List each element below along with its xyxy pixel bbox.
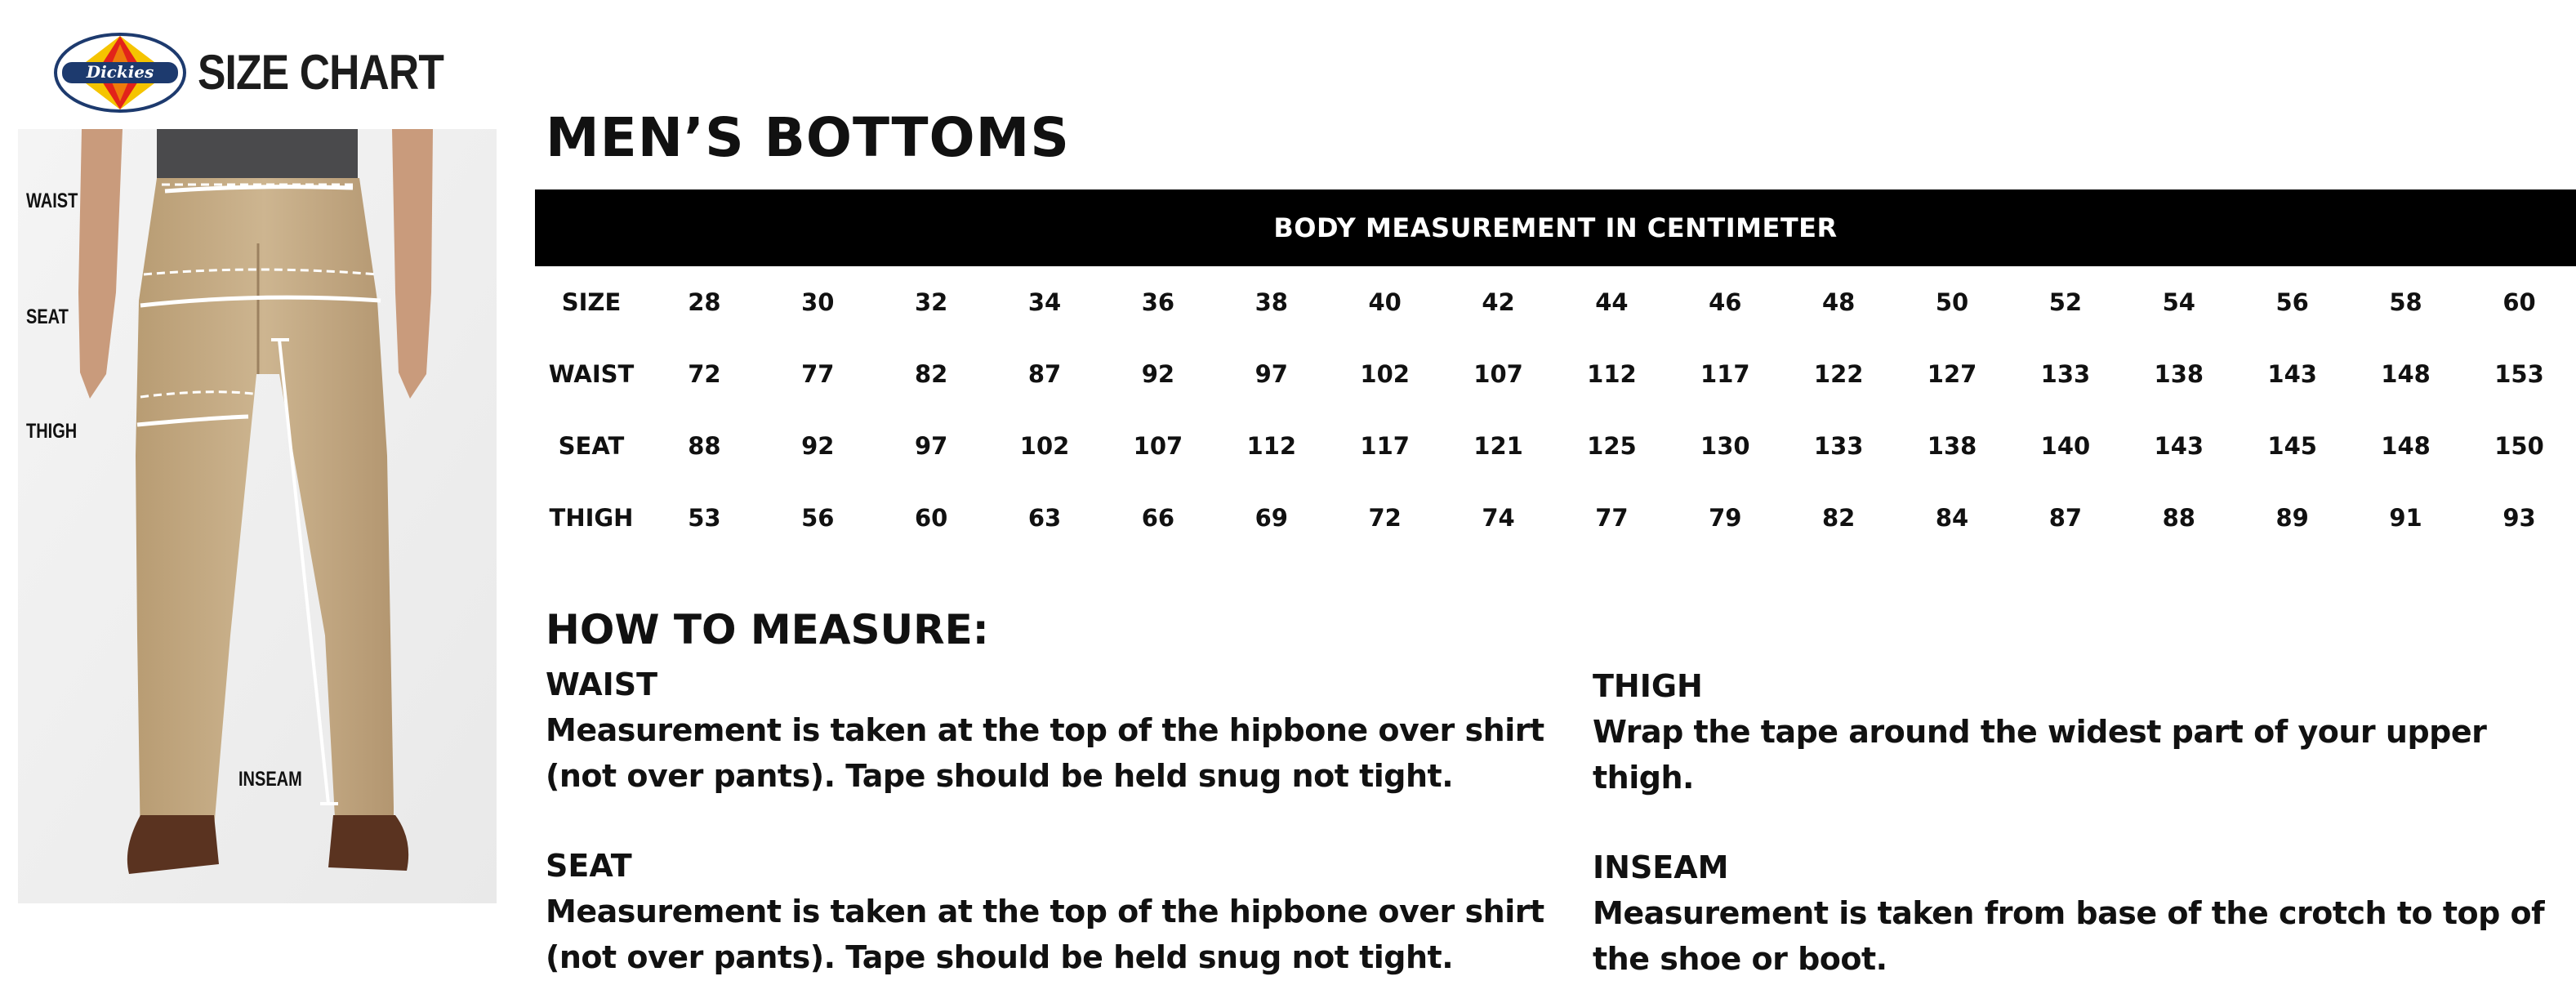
table-cell: 97 <box>1255 360 1288 388</box>
row-label: SEAT <box>558 432 625 460</box>
photo-label-thigh: THIGH <box>26 420 78 443</box>
table-cell: 46 <box>1709 288 1742 316</box>
table-cell: 44 <box>1595 288 1629 316</box>
table-cell: 63 <box>1027 504 1062 532</box>
table-cell: 30 <box>801 288 835 316</box>
table-cell: 143 <box>2267 360 2317 388</box>
table-cell: 28 <box>688 288 721 316</box>
table-cell: 82 <box>915 360 948 388</box>
table-cell: 60 <box>2502 288 2536 316</box>
table-row <box>535 482 2576 554</box>
table-cell: 74 <box>1482 504 1515 532</box>
table-cell: 92 <box>801 432 835 460</box>
measure-seat-text: Measurement is taken at the top of the hipbone over shirt (not over pants). Tape should be held snug not tight. <box>546 894 1544 975</box>
table-cell: 52 <box>2048 288 2083 316</box>
table-cell: 77 <box>1595 504 1629 532</box>
table-cell: 40 <box>1368 288 1402 316</box>
table-cell: 117 <box>1360 432 1410 460</box>
table-cell: 93 <box>2502 504 2536 532</box>
table-cell: 117 <box>1700 360 1750 388</box>
table-cell: 127 <box>1927 360 1977 388</box>
table-cell: 102 <box>1360 360 1410 388</box>
table-cell: 72 <box>688 360 721 388</box>
table-cell: 153 <box>2494 360 2544 388</box>
dickies-logo <box>54 33 186 113</box>
measure-thigh-heading: THIGH <box>1593 668 1703 704</box>
table-cell: 148 <box>2381 432 2431 460</box>
measure-waist-text: Measurement is taken at the top of the hipbone over shirt (not over pants). Tape should be held snug not tight. <box>546 712 1544 794</box>
table-cell: 91 <box>2389 504 2422 532</box>
table-cell: 140 <box>2040 432 2091 460</box>
table-cell: 143 <box>2154 432 2204 460</box>
table-cell: 112 <box>1587 360 1637 388</box>
table-row <box>535 266 2576 338</box>
row-label: THIGH <box>549 504 634 532</box>
measure-inseam-heading: INSEAM <box>1593 849 1729 885</box>
photo-label-waist: WAIST <box>26 189 78 212</box>
photo-label-seat: SEAT <box>26 305 69 328</box>
measure-waist-heading: WAIST <box>546 666 658 702</box>
table-cell: 54 <box>2162 288 2195 316</box>
table-row <box>535 410 2576 482</box>
table-cell: 150 <box>2494 432 2544 460</box>
table-cell: 84 <box>1935 504 1969 532</box>
table-cell: 36 <box>1141 288 1175 316</box>
table-cell: 60 <box>915 504 948 532</box>
measure-thigh <box>1593 663 2556 800</box>
table-cell: 122 <box>1813 360 1864 388</box>
table-cell: 130 <box>1700 432 1750 460</box>
table-cell: 32 <box>915 288 948 316</box>
table-cell: 121 <box>1473 432 1523 460</box>
table-cell: 58 <box>2389 288 2422 316</box>
row-label: WAIST <box>548 360 635 388</box>
svg-text:Dickies: Dickies <box>86 62 154 82</box>
table-cell: 48 <box>1822 288 1856 316</box>
table-cell: 112 <box>1246 432 1297 460</box>
how-to-measure-title: HOW TO MEASURE: <box>546 606 989 653</box>
table-cell: 34 <box>1027 288 1062 316</box>
table-cell: 138 <box>1927 432 1977 460</box>
table-cell: 66 <box>1141 504 1175 532</box>
table-cell: 133 <box>1813 432 1864 460</box>
table-cell: 42 <box>1482 288 1515 316</box>
table-cell: 88 <box>688 432 721 460</box>
measure-inseam-text: Measurement is taken from base of the crotch to top of the shoe or boot. <box>1593 895 2545 977</box>
table-cell: 89 <box>2275 504 2309 532</box>
measure-thigh-text: Wrap the tape around the widest part of your upper thigh. <box>1593 714 2487 796</box>
table-cell: 72 <box>1368 504 1402 532</box>
measure-inseam <box>1593 845 2556 982</box>
size-table <box>535 266 2576 554</box>
table-cell: 77 <box>801 360 835 388</box>
table-cell: 82 <box>1822 504 1856 532</box>
table-cell: 87 <box>2048 504 2083 532</box>
table-cell: 145 <box>2267 432 2317 460</box>
table-cell: 107 <box>1473 360 1523 388</box>
table-cell: 56 <box>2275 288 2309 316</box>
table-cell: 148 <box>2381 360 2431 388</box>
table-cell: 53 <box>688 504 721 532</box>
table-cell: 138 <box>2154 360 2204 388</box>
table-cell: 56 <box>801 504 835 532</box>
table-cell: 102 <box>1019 432 1070 460</box>
table-cell: 50 <box>1935 288 1969 316</box>
row-label: SIZE <box>561 288 622 316</box>
table-cell: 87 <box>1027 360 1062 388</box>
measure-seat <box>546 843 1550 980</box>
table-banner: BODY MEASUREMENT IN CENTIMETER <box>535 189 2576 266</box>
table-cell: 97 <box>915 432 948 460</box>
table-cell: 79 <box>1709 504 1742 532</box>
table-row <box>535 338 2576 410</box>
photo-label-inseam: INSEAM <box>238 768 302 791</box>
table-cell: 88 <box>2162 504 2195 532</box>
size-chart-title: SIZE CHART <box>198 45 443 100</box>
table-cell: 125 <box>1587 432 1637 460</box>
measure-waist <box>546 662 1550 799</box>
table-cell: 38 <box>1255 288 1288 316</box>
table-cell: 69 <box>1255 504 1288 532</box>
section-title: MEN’S BOTTOMS <box>546 106 1070 169</box>
measure-seat-heading: SEAT <box>546 848 632 884</box>
table-cell: 133 <box>2040 360 2091 388</box>
table-cell: 92 <box>1141 360 1175 388</box>
table-cell: 107 <box>1133 432 1183 460</box>
